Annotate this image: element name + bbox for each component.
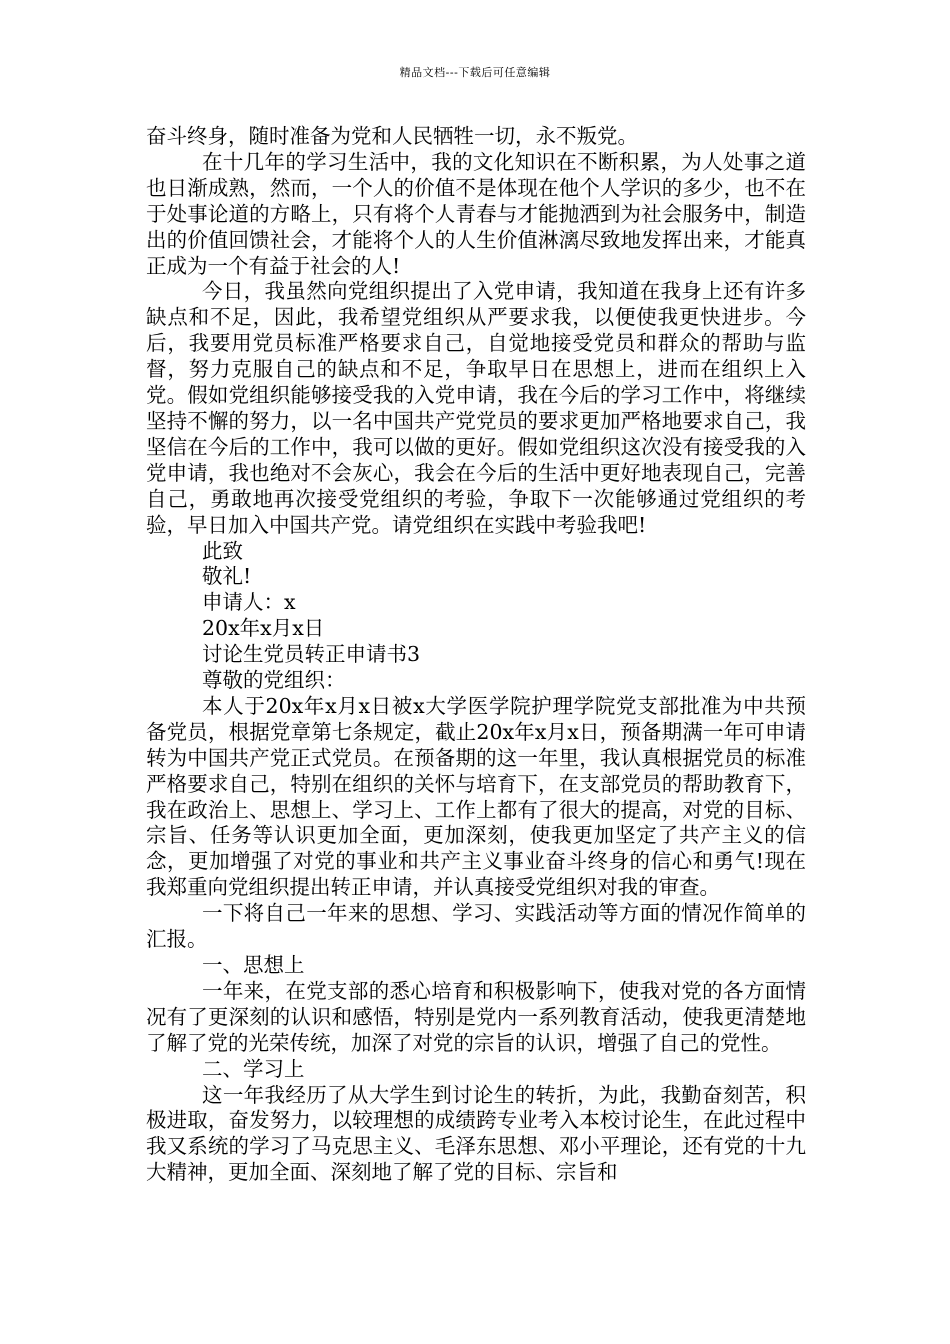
paragraph: 敬礼!	[202, 564, 252, 589]
paragraph: 这一年我经历了从大学生到讨论生的转折，为此，我勤奋刻苦，积极进取，奋发努力，以较理想的成绩跨专业考入本校讨论生，在此过程中我又系统的学习了马克思主义、毛泽东思想、邓小平理论，还有党的十九大精神，更加全面、深刻地了解了党的目标、宗旨和	[146, 1082, 806, 1185]
paragraph: 20x年x月x日	[202, 616, 325, 641]
paragraph: 二、学习上	[202, 1056, 305, 1081]
paragraph: 在十几年的学习生活中，我的文化知识在不断积累，为人处事之道也日渐成熟，然而，一个人的价值不是体现在他个人学识的多少，也不在于处事论道的方略上，只有将个人青春与才能抛洒到为社会服务中，制造出的价值回馈社会，才能将个人的人生价值淋漓尽致地发挥出来，才能真正成为一个有益于社会的人!	[146, 149, 806, 278]
paragraph: 尊敬的党组织：	[202, 668, 346, 693]
paragraph: 奋斗终身，随时准备为党和人民牺牲一切，永不叛党。	[146, 124, 638, 148]
document-body	[146, 124, 806, 1186]
paragraph: 一、思想上	[202, 953, 305, 977]
paragraph: 讨论生党员转正申请书3	[202, 642, 421, 667]
paragraph: 一年来，在党支部的悉心培育和积极影响下，使我对党的各方面情况有了更深刻的认识和感悟，特别是党内一系列教育活动，使我更清楚地了解了党的光荣传统，加深了对党的宗旨的认识，增强了自己的党性。	[146, 978, 806, 1055]
paragraph: 今日，我虽然向党组织提出了入党申请，我知道在我身上还有许多缺点和不足，因此，我希望党组织从严要求我，以便使我更快进步。今后，我要用党员标准严格要求自己，自觉地接受党员和群众的帮助与监督，努力克服自己的缺点和不足，争取早日在思想上，进而在组织上入党。假如党组织能够接受我的入党申请，我在今后的学习工作中，将继续坚持不懈的努力，以一名中国共产党党员的要求更加严格地要求自己，我坚信在今后的工作中，我可以做的更好。假如党组织这次没有接受我的入党申请，我也绝对不会灰心，我会在今后的生活中更好地表现自己，完善自己，勇敢地再次接受党组织的考验，争取下一次能够通过党组织的考验，早日加入中国共产党。请党组织在实践中考验我吧!	[146, 279, 806, 537]
paragraph: 一下将自己一年来的思想、学习、实践活动等方面的情况作简单的汇报。	[146, 901, 806, 952]
paragraph: 本人于20x年x月x日被x大学医学院护理学院党支部批准为中共预备党员，根据党章第七条规定，截止20x年x月x日，预备期满一年可申请转为中国共产党正式党员。在预备期的这一年里，我认真根据党员的标准严格要求自己，特别在组织的关怀与培育下，在支部党员的帮助教育下，我在政治上、思想上、学习上、工作上都有了很大的提高，对党的目标、宗旨、任务等认识更加全面，更加深刻，使我更加坚定了共产主义的信念，更加增强了对党的事业和共产主义事业奋斗终身的信心和勇气!现在我郑重向党组织提出转正申请，并认真接受党组织对我的审查。	[146, 693, 806, 900]
paragraph: 申请人：x	[202, 590, 296, 615]
paragraph: 此致	[202, 538, 243, 563]
page-header: 精品文档---下载后可任意编辑	[399, 66, 551, 79]
